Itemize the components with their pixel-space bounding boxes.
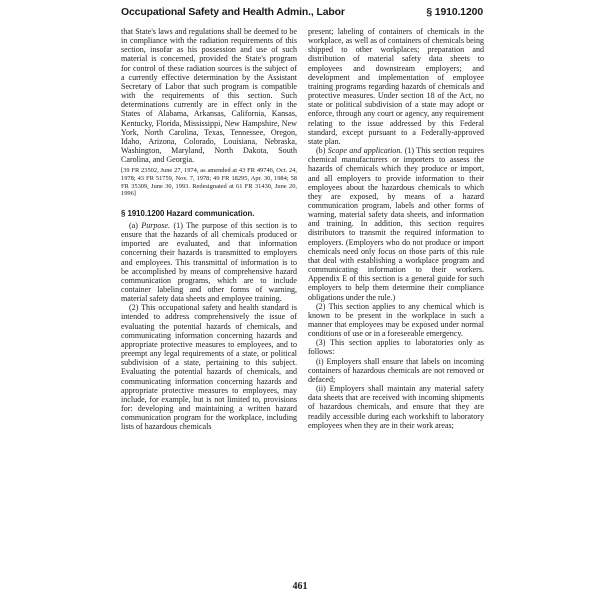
paragraph-a1-text: (1) The purpose of this section is to ensure that the hazards of all chemicals produced or imported are evaluated, and that information concerning their hazards is transmitted to employers and employees. This transmittal of information is to be accomplished by means of comprehensive hazard communication programs, which are to include container labeling and other forms of warning, material safety data sheets and employee training.	[121, 220, 297, 304]
paragraph-b3: (3) This section applies to laboratories only as follows:	[308, 338, 484, 357]
header-agency-title: Occupational Safety and Health Admin., Labor	[121, 7, 345, 18]
continued-paragraph: that State's laws and regulations shall be deemed to be in compliance with the radiation requirements of this section, insofar as his possession and use of such material is concerned, provided the State's program for control of these radiation sources is the subject of a currently effective determination by the Assistant Secretary of Labor that such program is compatible with the requirements of this section. Such determinations currently are in effect only in the States of Alabama, Arkansas, California, Kansas, Kentucky, Florida, Mississippi, New Hampshire, New York, North Carolina, Texas, Tennessee, Oregon, Idaho, Arizona, Colorado, Louisiana, Nebraska, Washington, Maryland, North Dakota, South Carolina, and Georgia.	[121, 27, 297, 165]
paragraph-b1	[308, 146, 484, 302]
paragraph-a1-lead: Purpose.	[141, 220, 171, 230]
continued-paragraph-right: present; labeling of containers of chemicals in the workplace, as well as of containers of chemicals being shipped to other workplaces; preparation and distribution of material safety data sheets to employees and downstream employers; and development and implementation of employee training programs regarding hazards of chemicals and protective measures. Under section 18 of the Act, no state or political subdivision of a state may adopt or enforce, through any court or agency, any requirement relating to the issue addressed by this Federal standard, except pursuant to a Federally-approved state plan.	[308, 27, 484, 146]
paragraph-a1-label: (a)	[129, 220, 138, 230]
paragraph-b2: (2) This section applies to any chemical which is known to be present in the workplace in such a manner that employees may be exposed under normal conditions of use or in a foreseeable emergency.	[308, 301, 484, 339]
paragraph-b1-lead: Scope and application.	[327, 146, 403, 156]
paragraph-a1	[121, 221, 297, 303]
right-column	[308, 27, 484, 430]
paragraph-a2: (2) This occupational safety and health standard is intended to address comprehensively the issue of evaluating the potential hazards of chemicals, and communicating information concerning hazards and appropriate protective measures to employees, and to preempt any legal requirements of a state, or political subdivision of a state, pertaining to this subject. Evaluating the potential hazards of chemicals, and communicating information concerning hazards and appropriate protective measures to employees, may include, for example, but is not limited to, provisions for: developing and maintaining a written hazard communication program for the workplace, including lists of hazardous chemicals	[121, 303, 297, 432]
running-header	[121, 7, 483, 23]
paragraph-b1-text: (1) This section requires chemical manufacturers or importers to assess the hazards of chemicals which they produce or import, and all employers to provide information to their employees about the hazardous chemicals to which they are exposed, by means of a hazard communication program, labels and other forms of warning, material safety data sheets, and information and training. In addition, this section requires distributors to transmit the required information to employers. (Employers who do not produce or import chemicals need only focus on those parts of this rule that deal with establishing a workplace program and communicating information to their workers. Appendix E of this section is a general guide for such employers to help them determine their compliance obligations under the rule.)	[308, 146, 484, 302]
header-section-number: § 1910.1200	[426, 7, 483, 18]
left-column	[121, 27, 297, 431]
page-number: 461	[292, 581, 308, 592]
paragraph-b3i: (i) Employers shall ensure that labels on incoming containers of hazardous chemicals are not removed or defaced;	[308, 356, 484, 384]
section-heading: § 1910.1200 Hazard communication.	[121, 208, 255, 218]
citation-note: [39 FR 23502, June 27, 1974, as amended at 43 FR 49746, Oct. 24, 1978; 43 FR 51759, Nov. 7, 1978; 49 FR 18295, Apr. 30, 1984; 58 FR 35309, June 30, 1993. Redesignated at 61 FR 31430, June 20, 1996]	[121, 167, 297, 198]
paragraph-b3ii: (ii) Employers shall maintain any material safety data sheets that are received with incoming shipments of hazardous chemicals, and ensure that they are readily accessible during each workshift to laboratory employees when they are in their work areas;	[308, 384, 484, 430]
paragraph-b1-label: (b)	[316, 146, 326, 156]
